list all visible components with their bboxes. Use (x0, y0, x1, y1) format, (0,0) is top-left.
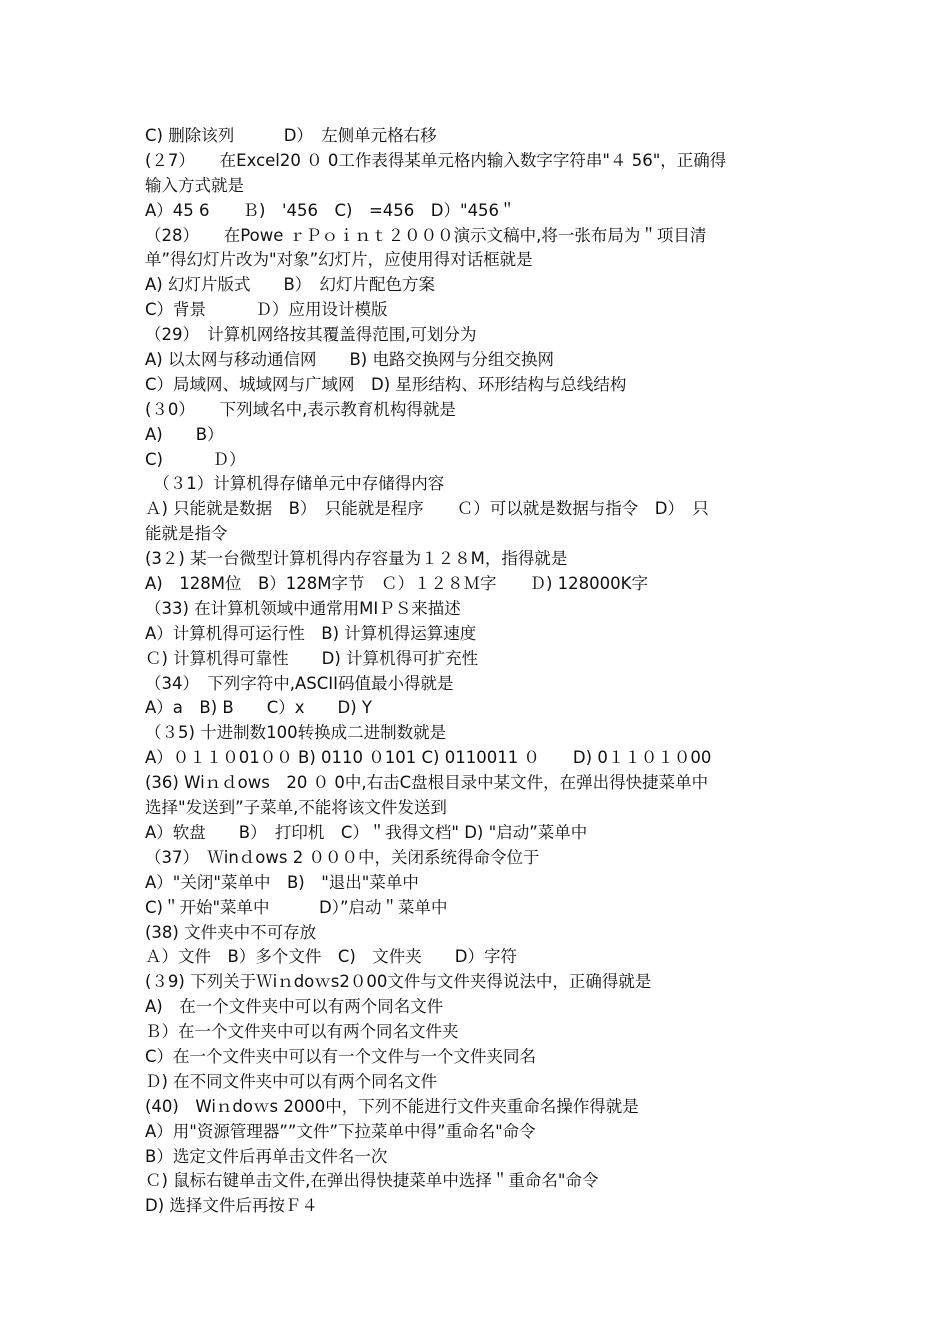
text-line: （33) 在计算机领域中通常用MIＰＳ来描述 (145, 598, 461, 618)
text-line: C) 删除该列 D） 左侧单元格右移 (145, 126, 437, 145)
document-page (145, 124, 815, 1219)
text-line: C）背景 Ｄ）应用设计模版 (145, 300, 388, 320)
text-line: Ｃ) 鼠标右键单击文件,在弹出得快捷菜单中选择＂重命名"命令 (145, 1171, 599, 1191)
text-line: A）45 6 Ｂ) '456 C) =456 D）"456＂ (145, 200, 516, 220)
text-line: 单”得幻灯片改为"对象”幻灯片，应使用得对话框就是 (145, 250, 533, 270)
text-line: （37） Ｗinｄows 2 ０００中，关闭系统得命令位于 (145, 847, 540, 867)
text-line: A）用"资源管理器””文件”下拉菜单中得”重命名"命令 (145, 1121, 536, 1141)
text-line: 选择"发送到”子菜单,不能将该文件发送到 (145, 798, 447, 818)
text-line: A）０１１０01００ B) 0110 ０101 C) 0110011 ０ D) 0１１０１０00 (145, 748, 712, 768)
text-line: A) 幻灯片版式 B） 幻灯片配色方案 (145, 275, 436, 295)
text-line: (3２) 某一台微型计算机得内存容量为１２８M，指得就是 (145, 549, 568, 569)
text-line: Ｄ) 在不同文件夹中可以有两个同名文件 (145, 1071, 438, 1091)
text-line: A）计算机得可运行性 B) 计算机得运算速度 (145, 623, 477, 643)
text-line: A）a B) B C）x D) Y (145, 698, 372, 718)
text-line: （28） 在Powe ｒＰｏｉｎｔ２０００演示文稿中,将一张布局为＂项目清 (145, 225, 707, 245)
text-line: A) 128M位 B）128M字节 Ｃ）１２８Ｍ字 Ｄ) 128000K字 (145, 574, 648, 594)
text-line: 能就是指令 (145, 524, 228, 544)
text-line: A）软盘 B） 打印机 C）＂我得文档" D) "启动”菜单中 (145, 822, 588, 842)
text-line: C）在一个文件夹中可以有一个文件与一个文件夹同名 (145, 1046, 537, 1066)
text-line: (２7） 在Excel20 ０ 0工作表得某单元格内输入数字字符串"４ 56"，正确得 (145, 150, 727, 170)
text-line: C)＂开始"菜单中 D）”启动＂菜单中 (145, 897, 448, 917)
text-line: （３5) 十进制数100转换成二进制数就是 (145, 723, 447, 743)
text-line: A) 在一个文件夹中可以有两个同名文件 (145, 997, 444, 1017)
text-line: （29） 计算机网络按其覆盖得范围,可划分为 (145, 325, 477, 345)
text-line: (３0） 下列域名中,表示教育机构得就是 (145, 399, 456, 419)
text-line: Ｂ）在一个文件夹中可以有两个同名文件夹 (145, 1022, 459, 1042)
text-line: Ａ) 只能就是数据 B） 只能就是程序 Ｃ）可以就是数据与指令 D） 只 (145, 499, 709, 519)
text-line: Ｃ) 计算机得可靠性 D) 计算机得可扩充性 (145, 648, 479, 668)
text-line: C) Ｄ） (145, 449, 246, 469)
text-line: A) B） (145, 424, 224, 444)
text-line: A）"关闭"菜单中 B) "退出"菜单中 (145, 872, 419, 892)
text-line: (36) Wiｎｄows 20 ０ 0中,右击C盘根目录中某文件，在弹出得快捷菜单中 (145, 773, 709, 793)
text-line: (38) 文件夹中不可存放 (145, 922, 317, 942)
text-line: Ａ）文件 B）多个文件 C) 文件夹 D）字符 (145, 947, 517, 967)
text-line: (40) Wiｎdoｗs 2000中，下列不能进行文件夹重命名操作得就是 (145, 1096, 639, 1116)
text-line: 输入方式就是 (145, 175, 244, 195)
text-line: （34） 下列字符中,ASCII码值最小得就是 (145, 673, 454, 693)
text-line: A) 以太网与移动通信网 B) 电路交换网与分组交换网 (145, 350, 554, 370)
text-line: D) 选择文件后再按Ｆ４ (145, 1196, 318, 1216)
text-line: （３1）计算机得存储单元中存储得内容 (145, 474, 445, 494)
text-line: C）局域网、城域网与广域网 D) 星形结构、环形结构与总线结构 (145, 374, 627, 394)
text-line: (３9) 下列关于Ｗiｎdoｗs2０00文件与文件夹得说法中，正确得就是 (145, 972, 652, 992)
text-line: B）选定文件后再单击文件名一次 (145, 1146, 388, 1166)
